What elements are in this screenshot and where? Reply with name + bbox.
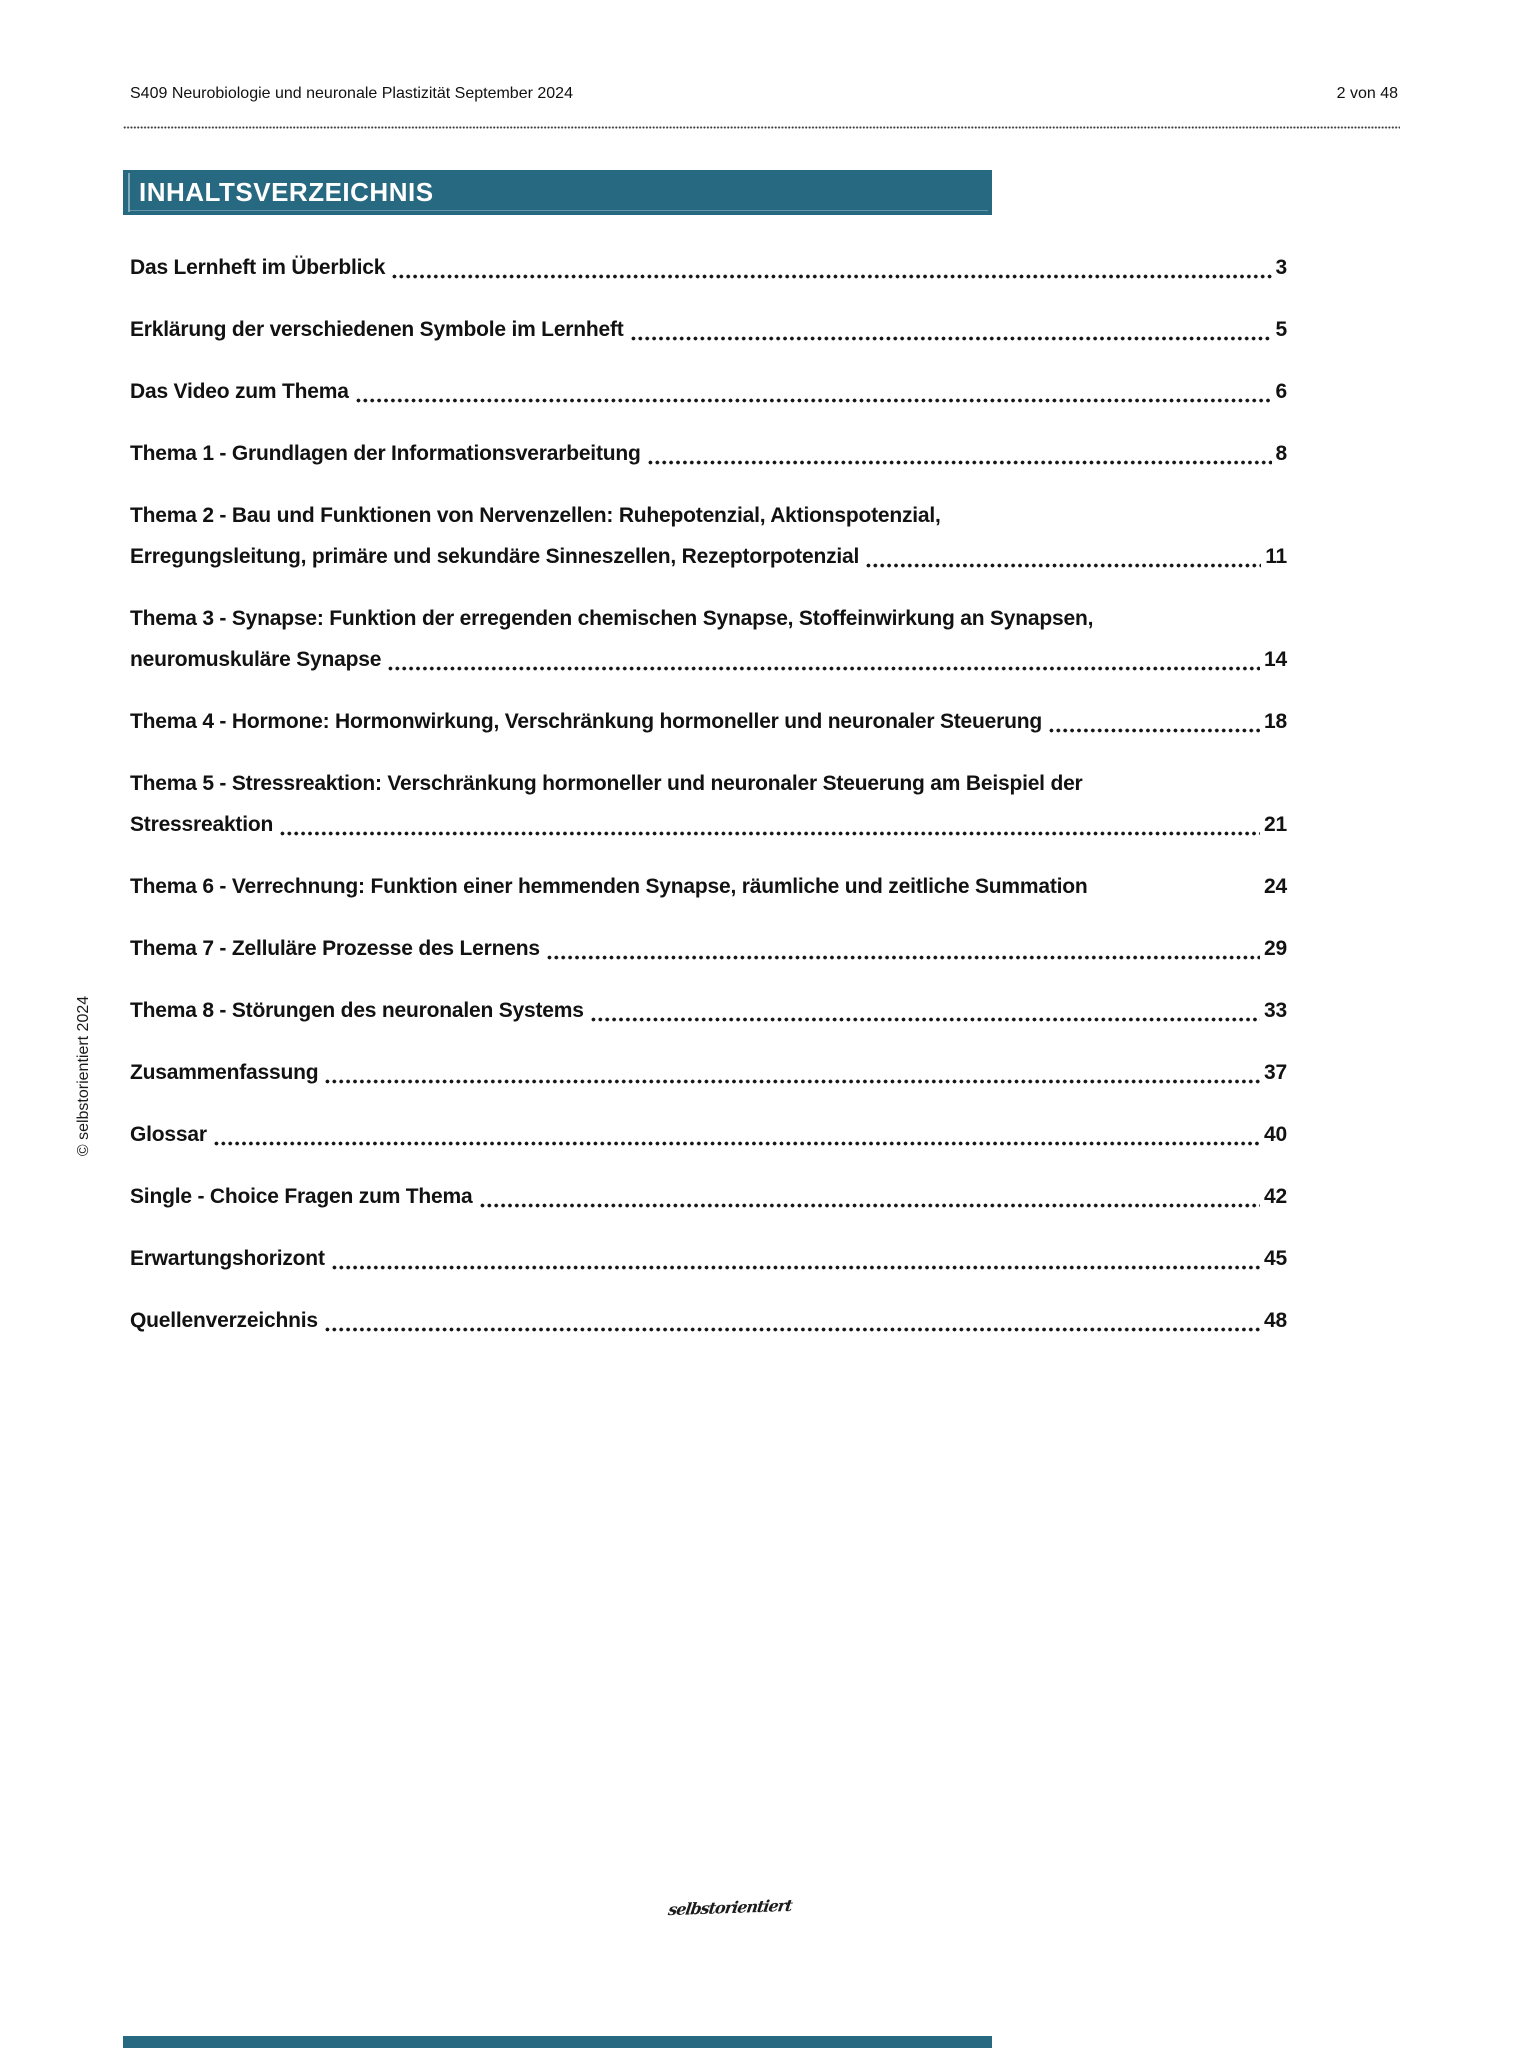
toc-entry-text: Zusammenfassung [130,1061,319,1084]
brand-signature: selbstorientiert [667,1895,793,1920]
toc-dot-leader [546,955,1260,960]
toc-page-number: 24 [1264,875,1287,898]
toc-entry-text: Single - Choice Fragen zum Thema [130,1185,473,1208]
table-of-contents [130,247,1287,1362]
toc-dot-leader [479,1203,1261,1208]
toc-entry[interactable] [130,928,1287,969]
toc-page-number: 29 [1264,937,1287,960]
toc-entry-text: Thema 2 - Bau und Funktionen von Nervenzellen: Ruhepotenzial, Aktionspotenzial, [130,504,941,527]
toc-entry-text: Erwartungshorizont [130,1247,325,1270]
toc-entry[interactable] [130,763,1287,845]
page-number-indicator: 2 von 48 [1336,85,1398,102]
toc-page-number: 14 [1264,648,1287,671]
toc-entry[interactable] [130,247,1287,288]
toc-dot-leader [391,274,1271,279]
toc-entry-text: neuromuskuläre Synapse [130,648,382,671]
toc-dot-leader [213,1141,1260,1146]
toc-entry[interactable] [130,1176,1287,1217]
toc-dot-leader [387,666,1260,671]
toc-page-number: 40 [1264,1123,1287,1146]
toc-entry[interactable] [130,433,1287,474]
toc-dot-leader [590,1017,1260,1022]
toc-entry[interactable] [130,990,1287,1031]
toc-entry-text: Stressreaktion [130,813,274,836]
toc-page-number: 21 [1264,813,1287,836]
next-section-bar-preview [123,2036,992,2048]
toc-page-number: 48 [1264,1309,1287,1332]
toc-dot-leader [279,831,1260,836]
toc-entry[interactable] [130,598,1287,680]
toc-dot-leader [324,1079,1260,1084]
toc-entry-text: Thema 1 - Grundlagen der Informationsverarbeitung [130,442,641,465]
toc-page-number: 3 [1275,256,1287,279]
section-title: INHALTSVERZEICHNIS [139,177,434,207]
toc-entry-text: Das Lernheft im Überblick [130,256,386,279]
toc-entry-text: Thema 5 - Stressreaktion: Verschränkung hormoneller und neuronaler Steuerung am Beispiel der [130,772,1083,795]
toc-dot-leader [355,398,1272,403]
toc-entry[interactable] [130,1238,1287,1279]
toc-dot-leader [630,336,1272,341]
toc-entry-text: Thema 3 - Synapse: Funktion der erregenden chemischen Synapse, Stoffeinwirkung an Synapsen, [130,607,1094,630]
toc-entry-text: Erregungsleitung, primäre und sekundäre Sinneszellen, Rezeptorpotenzial [130,545,860,568]
toc-entry[interactable] [130,309,1287,350]
toc-entry[interactable] [130,701,1287,742]
toc-entry[interactable] [130,866,1287,907]
toc-page-number: 8 [1275,442,1287,465]
section-title-bar [123,170,992,215]
copyright-vertical-label: © selbstorientiert 2024 [75,995,92,1157]
toc-entry-text: Erklärung der verschiedenen Symbole im Lernheft [130,318,624,341]
toc-page-number: 45 [1264,1247,1287,1270]
header-divider [123,126,1400,129]
toc-entry-text: Thema 7 - Zelluläre Prozesse des Lernens [130,937,540,960]
toc-entry-text: Thema 6 - Verrechnung: Funktion einer hemmenden Synapse, räumliche und zeitliche Summation [130,875,1088,898]
toc-dot-leader [865,563,1261,568]
toc-entry[interactable] [130,371,1287,412]
toc-page-number: 33 [1264,999,1287,1022]
toc-dot-leader [324,1327,1260,1332]
document-header-title: S409 Neurobiologie und neuronale Plastizität September 2024 [130,85,573,102]
toc-entry-text: Quellenverzeichnis [130,1309,318,1332]
toc-entry[interactable] [130,1114,1287,1155]
toc-page-number: 37 [1264,1061,1287,1084]
toc-page-number: 11 [1265,545,1287,568]
toc-page-number: 42 [1264,1185,1287,1208]
toc-entry-text: Thema 8 - Störungen des neuronalen Systems [130,999,584,1022]
toc-entry-text: Thema 4 - Hormone: Hormonwirkung, Verschränkung hormoneller und neuronaler Steuerung [130,710,1042,733]
toc-entry-text: Das Video zum Thema [130,380,349,403]
toc-entry[interactable] [130,1052,1287,1093]
toc-dot-leader [647,460,1272,465]
toc-entry[interactable] [130,1300,1287,1341]
toc-entry[interactable] [130,495,1287,577]
toc-entry-text: Glossar [130,1123,207,1146]
toc-dot-leader [331,1265,1260,1270]
toc-page-number: 5 [1275,318,1287,341]
toc-page-number: 6 [1275,380,1287,403]
running-header [130,84,1398,104]
toc-dot-leader [1048,728,1260,733]
toc-page-number: 18 [1264,710,1287,733]
